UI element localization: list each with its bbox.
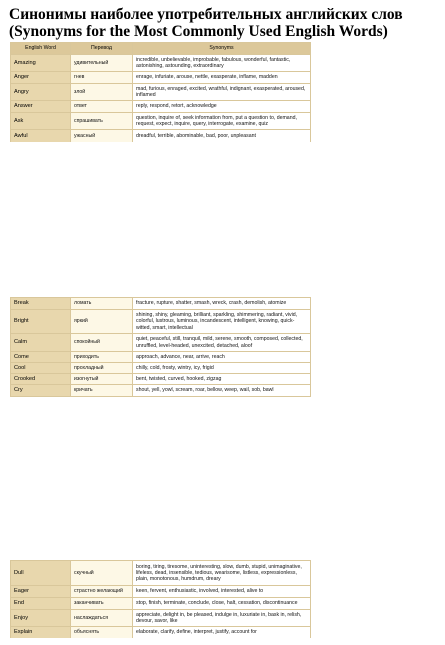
header-english-word: English Word [11,43,71,55]
cell-translation: изогнутый [71,374,133,385]
cell-translation: гнев [71,72,133,84]
page-title [9,6,439,40]
cell-word: Anger [11,72,71,84]
cell-synonyms: mad, furious, enraged, excited, wrathful, indignant, exasperated, aroused, inflamed [133,84,311,101]
header-translation: Перевод [71,43,133,55]
cell-word: Calm [11,334,71,352]
cell-synonyms: elaborate, clarify, define, interpret, justify, account for [133,627,311,638]
cell-translation: спрашивать [71,113,133,130]
table-row [11,610,311,627]
table-row [11,72,311,84]
cell-translation: заканчивать [71,598,133,610]
cell-synonyms: quiet, peaceful, still, tranquil, mild, serene, smooth, composed, collected, unruffled, level-headed, unexcited, detached, aloof [133,334,311,352]
cell-word: Cool [11,363,71,374]
cell-synonyms: shining, shiny, gleaming, brilliant, sparkling, shimmering, radiant, vivid, colorful, lustrous, luminous, incandescent, intelligent, knowing, quick-witted, smart, intellectual [133,310,311,334]
table-row [11,298,311,310]
table-row [11,55,311,72]
cell-word: Amazing [11,55,71,72]
table-row [11,130,311,142]
cell-synonyms: enrage, infuriate, arouse, nettle, exasperate, inflame, madden [133,72,311,84]
cell-synonyms: bent, twisted, curved, hooked, zigzag [133,374,311,385]
table-header-row [11,43,311,55]
table-row [11,101,311,113]
cell-word: Bright [11,310,71,334]
header-synonyms: Synonyms [133,43,311,55]
table-row [11,363,311,374]
cell-synonyms: keen, fervent, enthusiastic, involved, interested, alive to [133,586,311,598]
table-row [11,598,311,610]
synonyms-table-2 [10,297,311,397]
cell-translation: объяснять [71,627,133,638]
cell-word: Angry [11,84,71,101]
table-row [11,113,311,130]
cell-word: Cry [11,385,71,397]
cell-word: Answer [11,101,71,113]
cell-translation: скучный [71,561,133,586]
cell-translation: ломать [71,298,133,310]
cell-translation: кричать [71,385,133,397]
cell-synonyms: chilly, cold, frosty, wintry, icy, frigid [133,363,311,374]
cell-word: Eager [11,586,71,598]
cell-synonyms: incredible, unbelievable, improbable, fabulous, wonderful, fantastic, astonishing, astounding, extraordinary [133,55,311,72]
cell-synonyms: approach, advance, near, arrive, reach [133,352,311,363]
cell-word: Break [11,298,71,310]
cell-word: Ask [11,113,71,130]
cell-synonyms: shout, yell, yowl, scream, roar, bellow, weep, wail, sob, bawl [133,385,311,397]
cell-word: End [11,598,71,610]
cell-synonyms: appreciate, delight in, be pleased, indulge in, luxuriate in, bask in, relish, devour, savor, like [133,610,311,627]
cell-translation: наслаждаться [71,610,133,627]
cell-translation: удивительный [71,55,133,72]
cell-translation: страстно желающий [71,586,133,598]
cell-translation: спокойный [71,334,133,352]
synonyms-table-3 [10,560,311,638]
cell-word: Awful [11,130,71,142]
cell-translation: ужасный [71,130,133,142]
cell-word: Explain [11,627,71,638]
cell-translation: ответ [71,101,133,113]
cell-translation: прохладный [71,363,133,374]
cell-translation: злой [71,84,133,101]
table-row [11,352,311,363]
title-russian: Синонимы наиболее употребительных английских слов [9,6,403,23]
table-row [11,561,311,586]
cell-translation: яркий [71,310,133,334]
table-row [11,385,311,397]
cell-synonyms: boring, tiring, tiresome, uninteresting, slow, dumb, stupid, unimaginative, lifeless, dead, insensible, tedious, wearisome, listless, expressionless, plain, monotonous, humdrum, dreary [133,561,311,586]
table-row [11,334,311,352]
synonyms-table-1 [10,42,311,142]
table-row [11,586,311,598]
cell-word: Dull [11,561,71,586]
table-row [11,627,311,638]
title-english: (Synonyms for the Most Commonly Used English Words) [9,23,388,40]
cell-synonyms: stop, finish, terminate, conclude, close, halt, cessation, discontinuance [133,598,311,610]
cell-synonyms: fracture, rupture, shatter, smash, wreck, crash, demolish, atomize [133,298,311,310]
table-row [11,84,311,101]
cell-synonyms: reply, respond, retort, acknowledge [133,101,311,113]
cell-translation: приходить [71,352,133,363]
table-row [11,374,311,385]
table-row [11,310,311,334]
cell-synonyms: question, inquire of, seek information from, put a question to, demand, request, expect, inquire, query, interrogate, examine, quiz [133,113,311,130]
cell-synonyms: dreadful, terrible, abominable, bad, poor, unpleasant [133,130,311,142]
cell-word: Crooked [11,374,71,385]
cell-word: Enjoy [11,610,71,627]
cell-word: Come [11,352,71,363]
